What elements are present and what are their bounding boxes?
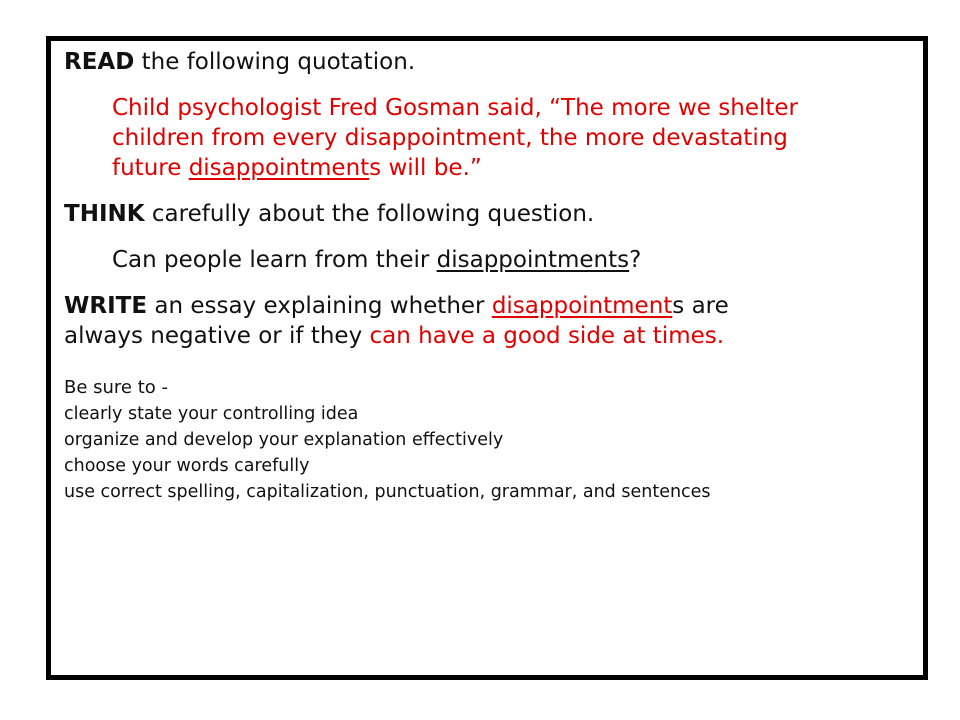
quotation-line-3-post: s will be.” [369,155,482,181]
quotation-underlined-word: disappointment [188,155,370,181]
think-keyword: THINK [64,201,145,227]
read-instruction-text: the following quotation. [134,49,416,75]
quotation-line-3 [112,153,914,183]
checklist-item: choose your words carefully [64,456,310,476]
write-instruction-line-1 [64,291,914,321]
essay-question-pre: Can people learn from their [112,247,437,273]
write-highlighted-phrase: can have a good side at times. [369,323,725,349]
checklist [64,401,914,505]
prompt-frame [46,36,928,680]
write-underlined-word: disappointment [491,293,673,319]
checklist-item: use correct spelling, capitalization, punctuation, grammar, and sentences [64,482,711,502]
think-instruction [64,199,914,229]
quotation-line-3-pre: future [112,155,189,181]
write-instruction-line-2 [64,321,914,351]
read-keyword: READ [64,49,135,75]
quotation-line-2: children from every disappointment, the more devastating [112,125,788,151]
checklist-item: clearly state your controlling idea [64,404,359,424]
essay-question [64,245,914,275]
checklist-item: organize and develop your explanation effectively [64,430,504,450]
essay-question-underlined: disappointments [436,247,630,273]
checklist-heading: Be sure to - [64,377,169,398]
prompt-content [64,47,914,505]
think-instruction-text: carefully about the following question. [144,201,595,227]
write-keyword: WRITE [64,293,148,319]
quotation [64,93,914,183]
write-line-2-pre: always negative or if they [64,323,370,349]
write-line-1-post: s are [672,293,729,319]
read-instruction [64,47,914,77]
essay-question-post: ? [629,247,642,273]
write-line-1-pre: an essay explaining whether [147,293,492,319]
quotation-line-1: Child psychologist Fred Gosman said, “The more we shelter [112,95,798,121]
